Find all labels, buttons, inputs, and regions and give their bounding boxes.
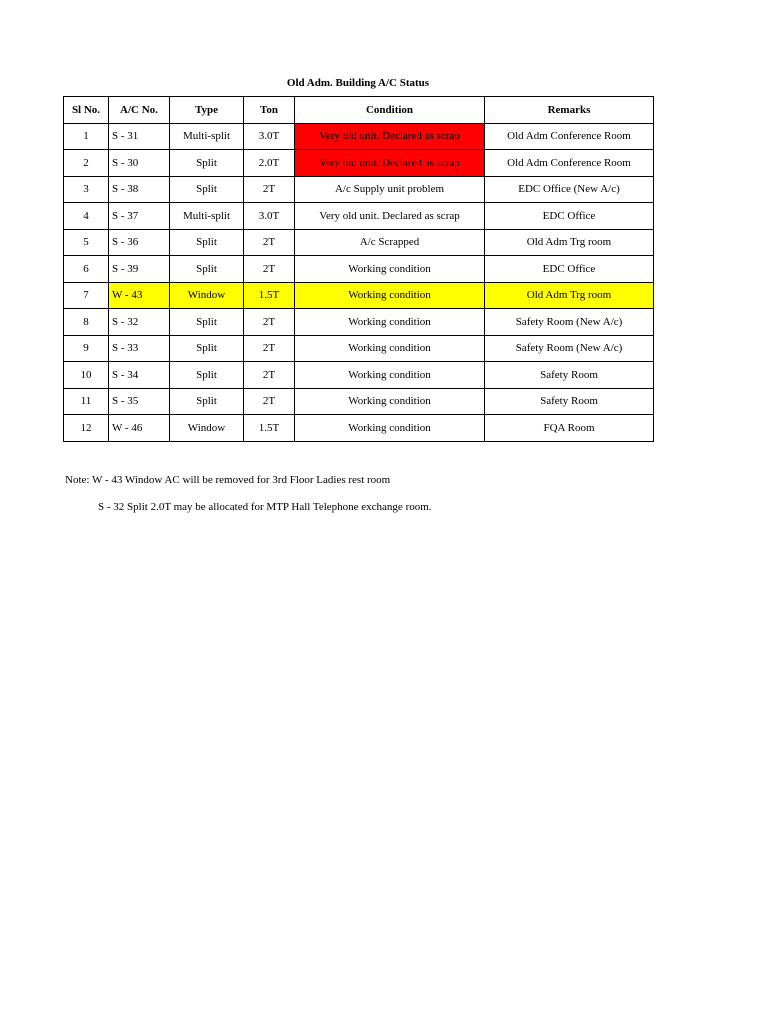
col-header-sl-no: Sl No. xyxy=(64,97,109,124)
table-row xyxy=(64,362,654,389)
cell-ac-no: S - 36 xyxy=(109,229,170,256)
cell-ac-no: S - 37 xyxy=(109,203,170,230)
table-row xyxy=(64,388,654,415)
cell-remarks: Safety Room (New A/c) xyxy=(485,309,654,336)
cell-type: Split xyxy=(170,256,244,283)
cell-ac-no: S - 39 xyxy=(109,256,170,283)
cell-ton: 2T xyxy=(244,388,295,415)
cell-sl-no: 1 xyxy=(64,123,109,150)
cell-sl-no: 8 xyxy=(64,309,109,336)
cell-condition: Working condition xyxy=(295,362,485,389)
cell-remarks: EDC Office (New A/c) xyxy=(485,176,654,203)
cell-ac-no: S - 31 xyxy=(109,123,170,150)
cell-ac-no: S - 33 xyxy=(109,335,170,362)
col-header-ton: Ton xyxy=(244,97,295,124)
cell-sl-no: 3 xyxy=(64,176,109,203)
col-header-remarks: Remarks xyxy=(485,97,654,124)
cell-sl-no: 2 xyxy=(64,150,109,177)
cell-sl-no: 5 xyxy=(64,229,109,256)
note-line-2: S - 32 Split 2.0T may be allocated for MTP Hall Telephone exchange room. xyxy=(98,501,432,513)
cell-sl-no: 9 xyxy=(64,335,109,362)
cell-condition: Working condition xyxy=(295,388,485,415)
document-title: Old Adm. Building A/C Status xyxy=(286,77,430,89)
cell-ac-no: W - 46 xyxy=(109,415,170,442)
cell-type: Split xyxy=(170,335,244,362)
cell-sl-no: 11 xyxy=(64,388,109,415)
table-row xyxy=(64,150,654,177)
cell-remarks: Safety Room (New A/c) xyxy=(485,335,654,362)
cell-condition: Very old unit. Declared as scrap xyxy=(295,203,485,230)
cell-condition: Working condition xyxy=(295,415,485,442)
table-row xyxy=(64,335,654,362)
note-line-1: Note: W - 43 Window AC will be removed for 3rd Floor Ladies rest room xyxy=(65,474,391,486)
cell-ton: 2T xyxy=(244,335,295,362)
table-row xyxy=(64,203,654,230)
cell-sl-no: 12 xyxy=(64,415,109,442)
ac-status-table xyxy=(63,96,654,442)
cell-ac-no: S - 30 xyxy=(109,150,170,177)
cell-ac-no: W - 43 xyxy=(109,282,170,309)
table-row xyxy=(64,282,654,309)
cell-type: Split xyxy=(170,388,244,415)
cell-type: Split xyxy=(170,176,244,203)
cell-sl-no: 4 xyxy=(64,203,109,230)
cell-remarks: Safety Room xyxy=(485,388,654,415)
col-header-condition: Condition xyxy=(295,97,485,124)
cell-sl-no: 6 xyxy=(64,256,109,283)
cell-remarks: Old Adm Trg room xyxy=(485,282,654,309)
col-header-ac-no: A/C No. xyxy=(109,97,170,124)
cell-remarks: FQA Room xyxy=(485,415,654,442)
cell-condition: Working condition xyxy=(295,256,485,283)
cell-ton: 2T xyxy=(244,362,295,389)
cell-condition: Working condition xyxy=(295,309,485,336)
cell-condition: Working condition xyxy=(295,335,485,362)
table-row xyxy=(64,229,654,256)
cell-condition: Working condition xyxy=(295,282,485,309)
cell-condition: Very old unit. Declared as scrap xyxy=(295,150,485,177)
cell-type: Window xyxy=(170,282,244,309)
cell-ton: 2T xyxy=(244,176,295,203)
cell-remarks: EDC Office xyxy=(485,203,654,230)
cell-type: Split xyxy=(170,229,244,256)
cell-remarks: Old Adm Conference Room xyxy=(485,150,654,177)
cell-type: Split xyxy=(170,309,244,336)
cell-ac-no: S - 35 xyxy=(109,388,170,415)
cell-type: Split xyxy=(170,362,244,389)
cell-ton: 2T xyxy=(244,309,295,336)
cell-ac-no: S - 38 xyxy=(109,176,170,203)
cell-type: Multi-split xyxy=(170,123,244,150)
cell-type: Multi-split xyxy=(170,203,244,230)
cell-remarks: Old Adm Conference Room xyxy=(485,123,654,150)
cell-remarks: EDC Office xyxy=(485,256,654,283)
table-row xyxy=(64,415,654,442)
cell-ton: 1.5T xyxy=(244,282,295,309)
table-row xyxy=(64,256,654,283)
header-row xyxy=(64,97,654,124)
cell-ac-no: S - 34 xyxy=(109,362,170,389)
table-row xyxy=(64,123,654,150)
cell-ton: 3.0T xyxy=(244,123,295,150)
cell-condition: A/c Supply unit problem xyxy=(295,176,485,203)
cell-condition: A/c Scrapped xyxy=(295,229,485,256)
cell-condition: Very old unit. Declared as scrap xyxy=(295,123,485,150)
cell-remarks: Old Adm Trg room xyxy=(485,229,654,256)
cell-type: Split xyxy=(170,150,244,177)
cell-type: Window xyxy=(170,415,244,442)
cell-sl-no: 10 xyxy=(64,362,109,389)
table-row xyxy=(64,176,654,203)
cell-ton: 2T xyxy=(244,256,295,283)
col-header-type: Type xyxy=(170,97,244,124)
table-row xyxy=(64,309,654,336)
cell-ton: 2T xyxy=(244,229,295,256)
cell-ac-no: S - 32 xyxy=(109,309,170,336)
cell-ton: 3.0T xyxy=(244,203,295,230)
cell-ton: 1.5T xyxy=(244,415,295,442)
cell-sl-no: 7 xyxy=(64,282,109,309)
cell-remarks: Safety Room xyxy=(485,362,654,389)
cell-ton: 2.0T xyxy=(244,150,295,177)
